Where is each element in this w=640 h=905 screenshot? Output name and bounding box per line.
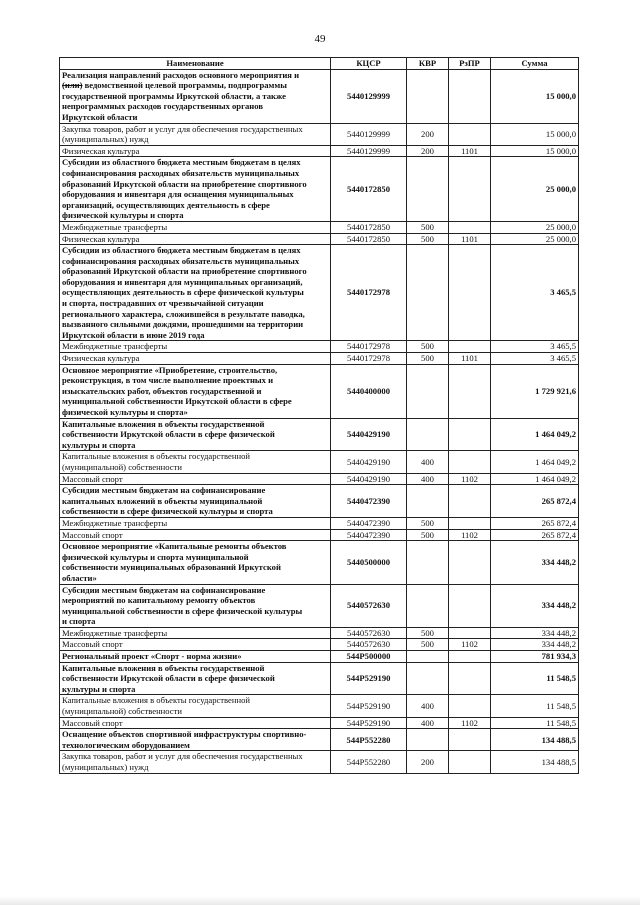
row-name (60, 485, 331, 518)
row-sum: 3 465,5 (491, 353, 579, 365)
row-name (60, 69, 331, 123)
row-name (60, 245, 331, 341)
row-kcsr: 5440129999 (331, 145, 407, 157)
row-sum: 1 729 921,6 (491, 364, 579, 418)
row-rzpr: 1102 (449, 639, 491, 651)
row-name-line: софинансирования расходных обязательств муниципальных (62, 255, 300, 266)
row-sum: 3 465,5 (491, 245, 579, 341)
row-sum: 1 464 049,2 (491, 473, 579, 485)
table-row (60, 541, 579, 584)
row-name-line: и спорта, пострадавших от чрезвычайной ситуации (62, 298, 264, 309)
row-name-line: технологическим оборудованием (62, 739, 190, 750)
row-kvr (407, 157, 449, 222)
row-name-line: государственной программы Иркутской области, а также (62, 90, 286, 101)
row-kvr: 200 (407, 145, 449, 157)
row-name (60, 418, 331, 451)
row-name-line: Иркутской области в июне 2019 года (62, 329, 205, 340)
row-kcsr: 5440472390 (331, 485, 407, 518)
row-kcsr: 5440572630 (331, 584, 407, 627)
row-rzpr (449, 729, 491, 751)
row-name-line: Субсидии местным бюджетам на софинансирование (62, 485, 266, 496)
row-kcsr: 5440172978 (331, 245, 407, 341)
row-sum: 15 000,0 (491, 145, 579, 157)
row-kcsr: 5440572630 (331, 627, 407, 639)
row-kcsr: 5440172978 (331, 341, 407, 353)
table-row (60, 639, 579, 651)
row-kvr (407, 418, 449, 451)
row-name (60, 662, 331, 695)
table-row (60, 341, 579, 353)
row-name-line: и спорта (62, 616, 96, 627)
header-rzpr: РзПР (449, 58, 491, 70)
row-name-line: регионального характера, сложившейся в результате паводка, (62, 308, 305, 319)
row-sum: 25 000,0 (491, 221, 579, 233)
row-kcsr: 5440500000 (331, 541, 407, 584)
row-name (60, 123, 331, 145)
row-name-line: (муниципальной) собственности (62, 461, 182, 472)
row-name-line: Иркутской области (62, 111, 138, 122)
row-sum: 15 000,0 (491, 123, 579, 145)
row-kvr: 500 (407, 341, 449, 353)
row-name (60, 221, 331, 233)
row-name-line: Капитальные вложения в объекты государственной (62, 662, 265, 673)
row-kvr: 400 (407, 695, 449, 717)
row-name-line: оборудования и инвентаря для муниципальных организаций, (62, 276, 303, 287)
table-row (60, 584, 579, 627)
row-name-line: софинансирования расходных обязательств муниципальных (62, 167, 300, 178)
table-body (60, 69, 579, 773)
row-name (60, 364, 331, 418)
row-rzpr: 1101 (449, 353, 491, 365)
row-kvr (407, 485, 449, 518)
row-sum: 334 448,2 (491, 627, 579, 639)
table-row (60, 245, 579, 341)
row-name-line: Субсидии из областного бюджета местным бюджетам в целях (62, 157, 301, 168)
table-row (60, 517, 579, 529)
row-name-line: Массовый спорт (62, 473, 123, 484)
row-sum: 11 548,5 (491, 695, 579, 717)
row-sum: 781 934,3 (491, 651, 579, 663)
row-sum: 265 872,4 (491, 485, 579, 518)
scan-bottom-edge (0, 896, 640, 905)
row-name-line: реконструкция, в том числе выполнение проектных и (62, 375, 274, 386)
row-sum: 11 548,5 (491, 717, 579, 729)
row-sum: 25 000,0 (491, 157, 579, 222)
row-kcsr: 5440472390 (331, 529, 407, 541)
row-rzpr (449, 651, 491, 663)
row-kvr: 500 (407, 627, 449, 639)
row-name (60, 729, 331, 751)
row-name-line: Массовый спорт (62, 529, 123, 540)
row-kcsr: 5440429190 (331, 473, 407, 485)
table-row (60, 729, 579, 751)
row-name-line: Физическая культура (62, 145, 140, 156)
table-row (60, 418, 579, 451)
table-row (60, 123, 579, 145)
row-name-line: физической культуры и спорта (62, 210, 184, 221)
row-name-line: Оснащение объектов спортивной инфраструктуры спортивно- (62, 729, 307, 740)
row-name-line: Капитальные вложения в объекты государственной (62, 418, 265, 429)
table-row (60, 627, 579, 639)
table-row (60, 145, 579, 157)
row-kcsr: 5440172850 (331, 233, 407, 245)
row-kcsr: 5440429190 (331, 418, 407, 451)
table-header-row (60, 58, 579, 70)
row-name-line: Реализация направлений расходов основного мероприятия и (62, 69, 300, 80)
row-rzpr (449, 123, 491, 145)
row-name (60, 651, 331, 663)
row-name-line: муниципальной собственности Иркутской области в сфере (62, 396, 292, 407)
row-name-line: Массовый спорт (62, 717, 123, 728)
row-name-line: вызванного сильными дождями, прошедшими на территории (62, 319, 304, 330)
row-name-line: Межбюджетные трансферты (62, 517, 168, 528)
row-kvr: 500 (407, 233, 449, 245)
row-sum: 3 465,5 (491, 341, 579, 353)
row-rzpr (449, 627, 491, 639)
row-name (60, 451, 331, 473)
row-kvr (407, 662, 449, 695)
row-kcsr: 544P552280 (331, 729, 407, 751)
header-kvr: КВР (407, 58, 449, 70)
row-kcsr: 5440472390 (331, 517, 407, 529)
row-kcsr: 544P529190 (331, 662, 407, 695)
row-kvr: 500 (407, 639, 449, 651)
row-name-line: (муниципальных) нужд (62, 762, 149, 772)
row-name (60, 517, 331, 529)
row-sum: 134 488,5 (491, 729, 579, 751)
row-name-line: образований Иркутской области на приобретение спортивного (62, 178, 307, 189)
row-name-line: мероприятий по капитальному ремонту объектов (62, 595, 256, 606)
row-rzpr (449, 517, 491, 529)
row-kvr (407, 729, 449, 751)
table-row (60, 221, 579, 233)
row-kvr: 400 (407, 451, 449, 473)
page-number: 49 (314, 33, 326, 45)
row-name-line: Закупка товаров, работ и услуг для обеспечения государственных (62, 751, 303, 762)
row-name-line: Межбюджетные трансферты (62, 627, 168, 638)
row-kvr: 500 (407, 517, 449, 529)
row-sum: 25 000,0 (491, 233, 579, 245)
row-name-line: физической культуры и спорта муниципальной (62, 551, 249, 562)
row-rzpr (449, 221, 491, 233)
row-name-line: Региональный проект «Спорт - норма жизни» (62, 651, 242, 662)
table-row (60, 651, 579, 663)
row-name (60, 541, 331, 584)
row-name-line: образований Иркутской области на приобретение спортивного (62, 266, 307, 277)
table-row (60, 485, 579, 518)
row-name-line: Физическая культура (62, 353, 140, 364)
row-kvr (407, 541, 449, 584)
row-name (60, 695, 331, 717)
row-sum: 1 464 049,2 (491, 418, 579, 451)
row-name-line: Физическая культура (62, 233, 140, 244)
row-name-line: собственности в сфере физической культуры и спорта (62, 506, 273, 517)
row-kcsr: 5440429190 (331, 451, 407, 473)
row-kvr: 400 (407, 717, 449, 729)
row-name (60, 233, 331, 245)
table-row (60, 364, 579, 418)
header-name: Наименование (60, 58, 331, 70)
row-name-line: Закупка товаров, работ и услуг для обеспечения государственных (62, 123, 303, 134)
row-name-line: муниципальной собственности в сфере физической культуры (62, 605, 303, 616)
row-kcsr: 544P529190 (331, 717, 407, 729)
row-rzpr: 1102 (449, 473, 491, 485)
row-kcsr: 5440172850 (331, 221, 407, 233)
row-name-line: собственности Иркутской области в сфере физической (62, 429, 275, 440)
table-row (60, 233, 579, 245)
row-name (60, 341, 331, 353)
row-kcsr: 5440572630 (331, 639, 407, 651)
row-name-line: Субсидии местным бюджетам на софинансирование (62, 584, 266, 595)
row-kvr: 200 (407, 751, 449, 773)
row-rzpr (449, 485, 491, 518)
row-name-line: капитальных вложений в объекты муниципальной (62, 495, 263, 506)
row-rzpr: 1102 (449, 529, 491, 541)
row-name (60, 584, 331, 627)
row-name-line: непрограммных расходов государственных органов (62, 101, 263, 112)
row-sum: 265 872,4 (491, 529, 579, 541)
row-kcsr: 544P529190 (331, 695, 407, 717)
table-row (60, 473, 579, 485)
row-name (60, 157, 331, 222)
row-name-line: Массовый спорт (62, 639, 123, 650)
row-rzpr: 1101 (449, 233, 491, 245)
header-sum: Сумма (491, 58, 579, 70)
row-name-line: физической культуры и спорта» (62, 407, 188, 417)
row-kvr (407, 651, 449, 663)
row-kcsr: 544P500000 (331, 651, 407, 663)
row-name-line: собственности Иркутской области в сфере физической (62, 673, 275, 684)
row-rzpr (449, 69, 491, 123)
row-name-line: (муниципальной) собственности (62, 706, 182, 717)
row-sum: 11 548,5 (491, 662, 579, 695)
table-row (60, 451, 579, 473)
row-sum: 134 488,5 (491, 751, 579, 773)
row-name (60, 473, 331, 485)
table-row (60, 695, 579, 717)
row-name (60, 353, 331, 365)
row-sum: 334 448,2 (491, 639, 579, 651)
row-rzpr (449, 695, 491, 717)
row-rzpr (449, 157, 491, 222)
row-sum: 1 464 049,2 (491, 451, 579, 473)
row-kcsr: 544P552280 (331, 751, 407, 773)
row-sum: 334 448,2 (491, 541, 579, 584)
row-kvr (407, 69, 449, 123)
row-name-line: области» (62, 572, 97, 583)
row-sum: 15 000,0 (491, 69, 579, 123)
row-rzpr (449, 451, 491, 473)
row-name (60, 717, 331, 729)
table-row (60, 157, 579, 222)
table-row (60, 69, 579, 123)
row-rzpr (449, 662, 491, 695)
row-kvr (407, 584, 449, 627)
row-name-line: изыскательских работ, объектов государственной и (62, 385, 262, 396)
row-sum: 334 448,2 (491, 584, 579, 627)
row-kcsr: 5440172978 (331, 353, 407, 365)
row-kvr: 400 (407, 473, 449, 485)
row-name-line: Капитальные вложения в объекты государственной (62, 695, 250, 706)
row-kvr (407, 364, 449, 418)
row-rzpr (449, 245, 491, 341)
row-name (60, 627, 331, 639)
header-kcsr: КЦСР (331, 58, 407, 70)
row-kcsr: 5440129999 (331, 123, 407, 145)
table-row (60, 662, 579, 695)
row-name-line: Основное мероприятие «Приобретение, строительство, (62, 364, 278, 375)
row-kcsr: 5440400000 (331, 364, 407, 418)
row-rzpr (449, 584, 491, 627)
row-kvr: 200 (407, 123, 449, 145)
row-name-line: (или) ведомственной целевой программы, подпрограммы (62, 80, 287, 91)
row-name (60, 529, 331, 541)
row-name-line: Межбюджетные трансферты (62, 221, 168, 232)
row-rzpr (449, 364, 491, 418)
row-sum: 265 872,4 (491, 517, 579, 529)
row-name-line: (муниципальных) нужд (62, 134, 149, 145)
row-name-line: оборудования и инвентаря для оснащения муниципальных (62, 189, 294, 200)
row-name-line: культуры и спорта (62, 439, 136, 450)
row-rzpr (449, 418, 491, 451)
row-kcsr: 5440129999 (331, 69, 407, 123)
row-name (60, 639, 331, 651)
row-name (60, 145, 331, 157)
row-kvr: 500 (407, 353, 449, 365)
row-name (60, 751, 331, 773)
table-row (60, 751, 579, 773)
row-kvr: 500 (407, 221, 449, 233)
table-row (60, 353, 579, 365)
row-name-line: культуры и спорта (62, 683, 136, 694)
table-row (60, 717, 579, 729)
row-name-line: Основное мероприятие «Капитальные ремонты объектов (62, 541, 287, 552)
row-name-line: Субсидии из областного бюджета местным бюджетам в целях (62, 245, 301, 256)
row-kcsr: 5440172850 (331, 157, 407, 222)
budget-table (59, 57, 579, 774)
row-rzpr: 1101 (449, 145, 491, 157)
row-rzpr (449, 341, 491, 353)
row-name-line: организаций, осуществляющих деятельность в сфере (62, 199, 270, 210)
row-rzpr (449, 751, 491, 773)
row-name-line: собственности муниципальных образований Иркутской (62, 562, 281, 573)
row-name-line: Капитальные вложения в объекты государственной (62, 451, 250, 462)
row-rzpr (449, 541, 491, 584)
row-name-line: Межбюджетные трансферты (62, 341, 168, 352)
row-kvr (407, 245, 449, 341)
table-row (60, 529, 579, 541)
row-kvr: 500 (407, 529, 449, 541)
row-rzpr: 1102 (449, 717, 491, 729)
row-name-line: осуществляющих деятельность в сфере физической культуры (62, 287, 304, 298)
